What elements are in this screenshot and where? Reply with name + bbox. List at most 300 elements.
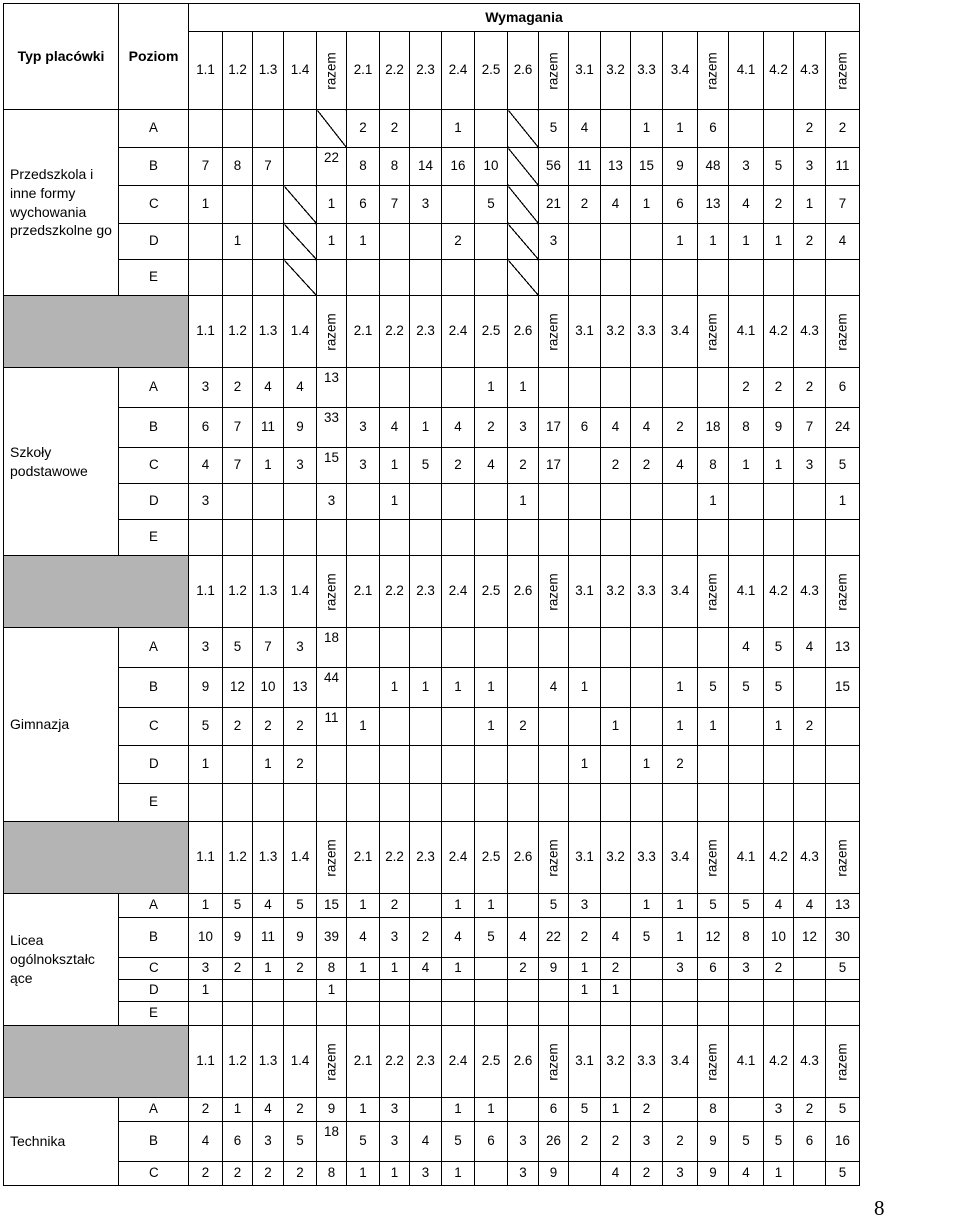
col-header: 1.1 (189, 1026, 223, 1098)
table-cell: 6 (569, 408, 601, 448)
table-row (4, 260, 860, 296)
table-cell (826, 260, 860, 296)
table-cell: 3 (380, 1122, 410, 1162)
table-cell (223, 784, 253, 822)
table-cell: 16 (826, 1122, 860, 1162)
col-header-razem-label: razem (545, 1042, 561, 1081)
table-cell (663, 368, 698, 408)
table-cell: 5 (539, 110, 569, 148)
table-cell: 3 (794, 148, 826, 186)
col-header-razem (317, 296, 347, 368)
table-cell (508, 894, 539, 918)
table-cell: 2 (601, 1122, 631, 1162)
col-header: 1.3 (253, 1026, 284, 1098)
table-cell: 2 (729, 368, 764, 408)
table-cell: 1 (223, 1098, 253, 1122)
table-cell: 9 (698, 1162, 729, 1186)
table-cell (410, 708, 442, 746)
table-cell: 1 (380, 668, 410, 708)
table-cell (729, 520, 764, 556)
table-cell: 15 (826, 668, 860, 708)
table-cell-crossed (508, 110, 539, 148)
table-row (4, 224, 860, 260)
table-cell: 7 (253, 148, 284, 186)
table-cell (442, 1002, 475, 1026)
table-cell: 3 (189, 368, 223, 408)
col-header: 2.1 (347, 822, 380, 894)
table-cell: 4 (410, 958, 442, 980)
table-cell: 8 (729, 918, 764, 958)
table-cell: 8 (347, 148, 380, 186)
table-cell: 15 (317, 448, 347, 484)
col-header-razem (826, 296, 860, 368)
col-header: 4.2 (764, 1026, 794, 1098)
table-cell: 3 (508, 1162, 539, 1186)
table-cell: 1 (253, 958, 284, 980)
level-label: A (119, 894, 189, 918)
table-cell (380, 260, 410, 296)
table-cell (347, 368, 380, 408)
table-row (4, 148, 860, 186)
table-cell (442, 484, 475, 520)
col-header: 1.1 (189, 32, 223, 110)
section-separator (4, 556, 189, 628)
table-cell (826, 708, 860, 746)
table-cell: 3 (539, 224, 569, 260)
table-cell (569, 260, 601, 296)
table-cell: 2 (508, 448, 539, 484)
table-cell-crossed (508, 148, 539, 186)
table-cell (410, 110, 442, 148)
table-cell: 9 (284, 408, 317, 448)
col-header: 1.2 (223, 296, 253, 368)
col-header: 2.6 (508, 296, 539, 368)
table-cell (794, 1162, 826, 1186)
table-cell: 1 (410, 668, 442, 708)
table-cell (347, 628, 380, 668)
table-cell: 2 (569, 186, 601, 224)
table-cell: 18 (317, 1122, 347, 1162)
table-cell: 2 (284, 746, 317, 784)
table-cell (253, 520, 284, 556)
table-cell: 2 (601, 448, 631, 484)
col-header: 4.1 (729, 556, 764, 628)
table-cell: 2 (189, 1098, 223, 1122)
table-cell (601, 894, 631, 918)
level-label: B (119, 668, 189, 708)
level-label: D (119, 746, 189, 784)
col-header: 4.1 (729, 822, 764, 894)
col-header-razem (698, 822, 729, 894)
table-cell: 4 (253, 1098, 284, 1122)
table-cell: 3 (729, 958, 764, 980)
table-cell (698, 980, 729, 1002)
institution-type: Licea ogólnokształc ące (4, 894, 119, 1026)
table-cell (347, 260, 380, 296)
table-cell (698, 628, 729, 668)
table-cell: 5 (764, 628, 794, 668)
table-cell: 1 (347, 1098, 380, 1122)
table-cell (223, 1002, 253, 1026)
table-cell (539, 368, 569, 408)
table-cell (729, 708, 764, 746)
col-header: 1.2 (223, 822, 253, 894)
col-header: 1.4 (284, 1026, 317, 1098)
level-label: E (119, 784, 189, 822)
col-header: 1.4 (284, 556, 317, 628)
col-header-razem (317, 32, 347, 110)
table-cell (601, 668, 631, 708)
table-cell: 1 (189, 894, 223, 918)
col-header-razem-label: razem (704, 1042, 720, 1081)
table-cell: 13 (317, 368, 347, 408)
col-header-razem (826, 32, 860, 110)
col-header-razem (539, 556, 569, 628)
table-cell: 9 (317, 1098, 347, 1122)
table-cell: 6 (347, 186, 380, 224)
table-cell (569, 1162, 601, 1186)
table-row (4, 708, 860, 746)
table-cell: 4 (253, 368, 284, 408)
col-header-razem (539, 296, 569, 368)
table-cell: 8 (317, 958, 347, 980)
table-row (4, 784, 860, 822)
table-cell (539, 260, 569, 296)
table-cell (442, 368, 475, 408)
table-cell (539, 746, 569, 784)
table-cell: 7 (826, 186, 860, 224)
table-cell: 7 (223, 408, 253, 448)
table-cell (347, 668, 380, 708)
table-cell (601, 484, 631, 520)
table-cell: 5 (284, 894, 317, 918)
table-cell (601, 784, 631, 822)
table-cell (475, 520, 508, 556)
table-cell: 1 (442, 958, 475, 980)
col-header: 2.4 (442, 556, 475, 628)
table-cell (631, 980, 663, 1002)
table-cell: 2 (794, 368, 826, 408)
section-column-header-row (4, 1026, 860, 1098)
col-header-razem (317, 556, 347, 628)
table-cell (569, 448, 601, 484)
col-header: 2.3 (410, 296, 442, 368)
table-cell (569, 628, 601, 668)
table-row (4, 186, 860, 224)
table-cell: 26 (539, 1122, 569, 1162)
table-cell: 2 (347, 110, 380, 148)
table-cell (601, 224, 631, 260)
table-cell (410, 628, 442, 668)
table-row (4, 1122, 860, 1162)
col-header: 2.3 (410, 556, 442, 628)
table-cell: 1 (442, 668, 475, 708)
table-cell: 2 (223, 958, 253, 980)
table-cell (601, 628, 631, 668)
section-separator (4, 296, 189, 368)
table-cell: 4 (539, 668, 569, 708)
table-cell (631, 958, 663, 980)
table-cell: 6 (698, 958, 729, 980)
table-cell (410, 520, 442, 556)
table-cell-crossed (508, 224, 539, 260)
table-cell (826, 520, 860, 556)
table-cell: 1 (663, 224, 698, 260)
col-header-razem-label: razem (834, 572, 850, 611)
table-cell (539, 520, 569, 556)
table-cell: 4 (475, 448, 508, 484)
table-cell: 3 (663, 958, 698, 980)
table-cell (253, 980, 284, 1002)
col-header: 2.5 (475, 822, 508, 894)
col-header-razem-label: razem (323, 1042, 339, 1081)
table-cell: 6 (223, 1122, 253, 1162)
table-cell: 1 (826, 484, 860, 520)
section-column-header-row (4, 822, 860, 894)
table-cell: 4 (410, 1122, 442, 1162)
table-cell: 3 (189, 958, 223, 980)
table-cell: 3 (663, 1162, 698, 1186)
table-cell: 1 (569, 668, 601, 708)
section-column-header-row (4, 296, 860, 368)
table-cell: 2 (794, 1098, 826, 1122)
col-header: 2.2 (380, 296, 410, 368)
table-cell: 1 (764, 224, 794, 260)
table-cell: 6 (698, 110, 729, 148)
level-label: E (119, 260, 189, 296)
table-cell: 3 (569, 894, 601, 918)
table-cell: 4 (601, 918, 631, 958)
table-cell: 5 (826, 1162, 860, 1186)
table-cell (223, 260, 253, 296)
table-cell: 5 (631, 918, 663, 958)
table-cell (569, 224, 601, 260)
table-cell: 5 (764, 668, 794, 708)
table-cell: 5 (826, 1098, 860, 1122)
table-cell (347, 520, 380, 556)
col-header: 1.1 (189, 296, 223, 368)
table-cell: 12 (223, 668, 253, 708)
col-header: 3.4 (663, 32, 698, 110)
table-cell: 11 (317, 708, 347, 746)
col-header-razem-label: razem (834, 838, 850, 877)
table-cell: 5 (223, 628, 253, 668)
col-header-razem-label: razem (704, 312, 720, 351)
col-header-razem-label: razem (704, 838, 720, 877)
table-cell: 1 (729, 224, 764, 260)
table-cell (223, 110, 253, 148)
table-cell: 1 (631, 746, 663, 784)
table-cell: 1 (347, 894, 380, 918)
table-cell-crossed (317, 110, 347, 148)
table-cell (410, 368, 442, 408)
col-header: 1.4 (284, 296, 317, 368)
table-cell: 3 (380, 918, 410, 958)
table-cell: 3 (189, 628, 223, 668)
col-header: 2.4 (442, 822, 475, 894)
table-cell: 9 (284, 918, 317, 958)
table-cell: 2 (223, 708, 253, 746)
table-cell: 4 (794, 894, 826, 918)
table-cell (410, 894, 442, 918)
table-row (4, 980, 860, 1002)
level-label: D (119, 224, 189, 260)
col-header: 1.4 (284, 822, 317, 894)
table-cell (539, 784, 569, 822)
table-cell: 2 (569, 1122, 601, 1162)
level-label: E (119, 520, 189, 556)
header-title: Wymagania (189, 4, 860, 32)
table-cell (631, 368, 663, 408)
level-label: B (119, 408, 189, 448)
table-cell: 2 (189, 1162, 223, 1186)
table-cell: 5 (729, 894, 764, 918)
table-cell (764, 520, 794, 556)
table-cell-crossed (284, 260, 317, 296)
table-cell: 3 (284, 628, 317, 668)
table-cell: 4 (729, 628, 764, 668)
table-cell: 5 (539, 894, 569, 918)
table-cell (698, 1002, 729, 1026)
table-cell (284, 484, 317, 520)
col-header-razem (698, 296, 729, 368)
table-cell (729, 784, 764, 822)
table-cell (539, 708, 569, 746)
table-cell: 1 (794, 186, 826, 224)
table-cell: 4 (601, 1162, 631, 1186)
col-header: 3.4 (663, 1026, 698, 1098)
col-header: 3.2 (601, 556, 631, 628)
table-cell (698, 746, 729, 784)
table-cell: 4 (380, 408, 410, 448)
col-header-razem (698, 32, 729, 110)
table-cell: 9 (223, 918, 253, 958)
table-row (4, 484, 860, 520)
col-header: 1.3 (253, 296, 284, 368)
table-cell: 2 (223, 368, 253, 408)
table-cell: 8 (698, 448, 729, 484)
col-header: 3.1 (569, 32, 601, 110)
table-cell: 1 (380, 1162, 410, 1186)
table-cell: 4 (729, 1162, 764, 1186)
col-header-razem (539, 32, 569, 110)
table-cell (764, 784, 794, 822)
table-cell: 2 (663, 746, 698, 784)
table-cell (631, 668, 663, 708)
col-header-razem (698, 1026, 729, 1098)
table-cell (475, 260, 508, 296)
table-cell: 1 (764, 448, 794, 484)
table-cell (380, 224, 410, 260)
table-cell: 1 (253, 746, 284, 784)
table-cell: 11 (253, 918, 284, 958)
table-cell: 3 (253, 1122, 284, 1162)
table-cell: 13 (826, 628, 860, 668)
table-cell: 1 (663, 708, 698, 746)
table-cell: 1 (317, 186, 347, 224)
table-cell (253, 260, 284, 296)
table-cell (442, 980, 475, 1002)
table-cell: 5 (569, 1098, 601, 1122)
table-cell: 4 (508, 918, 539, 958)
table-cell (569, 520, 601, 556)
table-cell: 2 (284, 1098, 317, 1122)
table-cell: 1 (663, 918, 698, 958)
table-cell: 10 (189, 918, 223, 958)
table-cell: 21 (539, 186, 569, 224)
table-row (4, 368, 860, 408)
table-cell: 6 (189, 408, 223, 448)
col-header-razem (317, 822, 347, 894)
col-header: 2.5 (475, 1026, 508, 1098)
institution-type: Technika (4, 1098, 119, 1186)
table-cell: 6 (663, 186, 698, 224)
table-cell (475, 958, 508, 980)
col-header: 2.2 (380, 822, 410, 894)
table-cell (826, 1002, 860, 1026)
table-cell: 2 (631, 448, 663, 484)
col-header-razem (698, 556, 729, 628)
level-label: B (119, 148, 189, 186)
col-header: 4.3 (794, 822, 826, 894)
col-header-razem-label: razem (704, 572, 720, 611)
table-row (4, 520, 860, 556)
table-cell (508, 980, 539, 1002)
table-cell (729, 110, 764, 148)
table-cell (317, 746, 347, 784)
table-cell (663, 628, 698, 668)
table-cell: 13 (826, 894, 860, 918)
table-cell: 1 (601, 980, 631, 1002)
table-cell (794, 260, 826, 296)
table-cell: 18 (317, 628, 347, 668)
table-cell (794, 980, 826, 1002)
table-cell: 2 (826, 110, 860, 148)
table-cell (347, 484, 380, 520)
table-cell: 4 (764, 894, 794, 918)
table-cell: 1 (631, 894, 663, 918)
table-cell: 56 (539, 148, 569, 186)
table-cell: 2 (508, 708, 539, 746)
table-cell: 7 (223, 448, 253, 484)
table-cell (253, 186, 284, 224)
col-header: 2.5 (475, 296, 508, 368)
level-label: C (119, 958, 189, 980)
table-cell: 5 (764, 1122, 794, 1162)
level-label: D (119, 980, 189, 1002)
col-header: 1.2 (223, 1026, 253, 1098)
table-cell: 7 (794, 408, 826, 448)
col-header: 2.2 (380, 556, 410, 628)
col-header: 4.3 (794, 556, 826, 628)
col-header-razem-label: razem (834, 51, 850, 90)
table-cell-crossed (508, 186, 539, 224)
col-header-razem (539, 822, 569, 894)
table-cell (764, 260, 794, 296)
requirements-table (3, 3, 860, 1186)
table-cell: 3 (729, 148, 764, 186)
table-cell: 2 (380, 894, 410, 918)
table-cell (442, 186, 475, 224)
col-header: 2.3 (410, 822, 442, 894)
table-row (4, 918, 860, 958)
table-cell (223, 520, 253, 556)
table-cell (764, 110, 794, 148)
table-cell: 1 (631, 110, 663, 148)
table-cell (631, 708, 663, 746)
col-header: 3.1 (569, 822, 601, 894)
col-header: 4.2 (764, 296, 794, 368)
